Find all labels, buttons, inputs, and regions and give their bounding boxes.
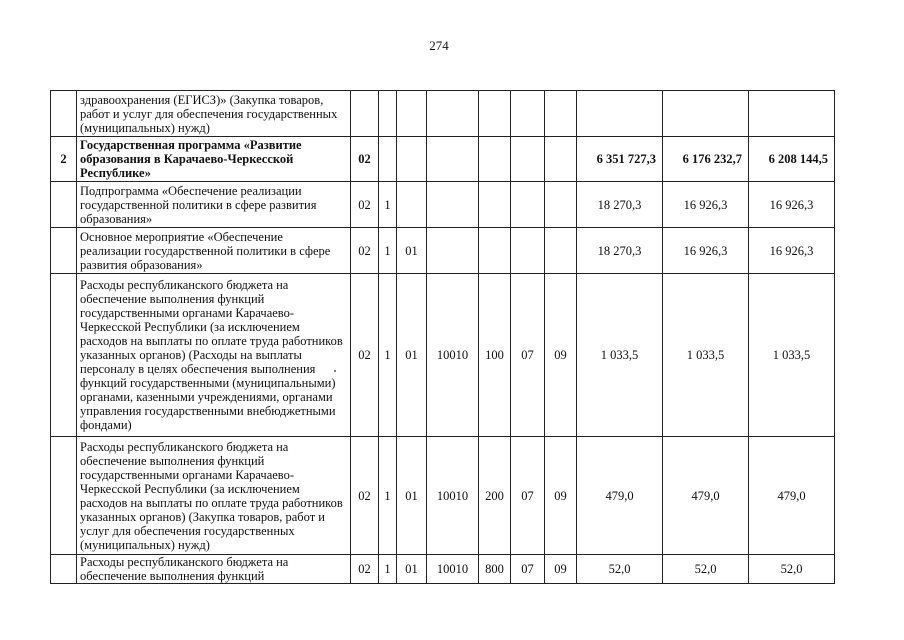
direction-code: [427, 137, 479, 182]
expense-name: Основное мероприятие «Обеспечение реализации государственной политики в сфере развития образования»: [77, 228, 351, 274]
subsection-code: 09: [545, 437, 577, 555]
expense-name: Подпрограмма «Обеспечение реализации государственной политики в сфере развития образования»: [77, 182, 351, 228]
row-number: [51, 182, 77, 228]
amount-year-2: 16 926,3: [663, 182, 749, 228]
scan-speck: [334, 370, 336, 372]
subprogram-code: [379, 91, 397, 137]
program-code: [351, 91, 379, 137]
section-code: [511, 228, 545, 274]
direction-code: [427, 182, 479, 228]
row-number: [51, 228, 77, 274]
expense-type-code: 800: [479, 555, 511, 584]
section-code: 07: [511, 274, 545, 437]
amount-year-2: 6 176 232,7: [663, 137, 749, 182]
amount-year-3: 479,0: [749, 437, 835, 555]
direction-code: [427, 228, 479, 274]
amount-year-1: 479,0: [577, 437, 663, 555]
section-code: [511, 137, 545, 182]
event-code: [397, 137, 427, 182]
subsection-code: [545, 182, 577, 228]
row-number: [51, 91, 77, 137]
event-code: [397, 91, 427, 137]
table-body: [51, 91, 835, 584]
subsection-code: [545, 228, 577, 274]
amount-year-1: 18 270,3: [577, 182, 663, 228]
subsection-code: 09: [545, 274, 577, 437]
expense-name: Расходы республиканского бюджета на обеспечение выполнения функций: [77, 555, 351, 584]
program-code: 02: [351, 137, 379, 182]
section-code: [511, 91, 545, 137]
expense-type-code: [479, 228, 511, 274]
row-number: [51, 555, 77, 584]
subprogram-code: 1: [379, 274, 397, 437]
subprogram-code: 1: [379, 182, 397, 228]
amount-year-3: 6 208 144,5: [749, 137, 835, 182]
event-code: 01: [397, 228, 427, 274]
page-number: 274: [429, 38, 449, 53]
table-row: [51, 182, 835, 228]
expense-name: здравоохранения (ЕГИСЗ)» (Закупка товаров, работ и услуг для обеспечения государственных (муниципальных) нужд): [77, 91, 351, 137]
event-code: 01: [397, 437, 427, 555]
program-code: 02: [351, 274, 379, 437]
amount-year-2: 1 033,5: [663, 274, 749, 437]
section-code: [511, 182, 545, 228]
direction-code: 10010: [427, 555, 479, 584]
subprogram-code: 1: [379, 228, 397, 274]
amount-year-1: 6 351 727,3: [577, 137, 663, 182]
direction-code: 10010: [427, 437, 479, 555]
event-code: 01: [397, 274, 427, 437]
subprogram-code: 1: [379, 437, 397, 555]
expense-type-code: [479, 91, 511, 137]
direction-code: 10010: [427, 274, 479, 437]
table-row: [51, 228, 835, 274]
amount-year-2: 479,0: [663, 437, 749, 555]
amount-year-3: 1 033,5: [749, 274, 835, 437]
expense-type-code: [479, 137, 511, 182]
event-code: 01: [397, 555, 427, 584]
table-row: [51, 555, 835, 584]
direction-code: [427, 91, 479, 137]
amount-year-3: 16 926,3: [749, 182, 835, 228]
table-row: [51, 137, 835, 182]
expense-type-code: 100: [479, 274, 511, 437]
amount-year-2: 52,0: [663, 555, 749, 584]
budget-table: [50, 90, 835, 584]
expense-name: Расходы республиканского бюджета на обеспечение выполнения функций государственными органами Карачаево-Черкесской Республики (за исключением расходов на выплаты по оплате труда работников указанных органов) (Закупка товаров, работ и услуг для обеспечения государственных (муниципальных) нужд): [77, 437, 351, 555]
table-row: [51, 437, 835, 555]
amount-year-2: 16 926,3: [663, 228, 749, 274]
subsection-code: [545, 91, 577, 137]
table-row: [51, 91, 835, 137]
expense-name: Государственная программа «Развитие образования в Карачаево-Черкесской Республике»: [77, 137, 351, 182]
program-code: 02: [351, 228, 379, 274]
expense-type-code: [479, 182, 511, 228]
amount-year-1: 18 270,3: [577, 228, 663, 274]
expense-type-code: 200: [479, 437, 511, 555]
program-code: 02: [351, 555, 379, 584]
row-number: [51, 437, 77, 555]
subsection-code: [545, 137, 577, 182]
subsection-code: 09: [545, 555, 577, 584]
expense-name: Расходы республиканского бюджета на обеспечение выполнения функций государственными органами Карачаево-Черкесской Республики (за исключением расходов на выплаты по оплате труда работников указанных органов) (Расходы на выплаты персоналу в целях обеспечения выполнения функций государственными (муниципальными) органами, казенными учреждениями, органами управления государственными внебюджетными фондами): [77, 274, 351, 437]
program-code: 02: [351, 182, 379, 228]
amount-year-1: [577, 91, 663, 137]
subprogram-code: [379, 137, 397, 182]
amount-year-2: [663, 91, 749, 137]
row-number: 2: [51, 137, 77, 182]
amount-year-3: 16 926,3: [749, 228, 835, 274]
section-code: 07: [511, 555, 545, 584]
amount-year-1: 52,0: [577, 555, 663, 584]
program-code: 02: [351, 437, 379, 555]
amount-year-1: 1 033,5: [577, 274, 663, 437]
amount-year-3: 52,0: [749, 555, 835, 584]
subprogram-code: 1: [379, 555, 397, 584]
event-code: [397, 182, 427, 228]
amount-year-3: [749, 91, 835, 137]
section-code: 07: [511, 437, 545, 555]
row-number: [51, 274, 77, 437]
table-row: [51, 274, 835, 437]
